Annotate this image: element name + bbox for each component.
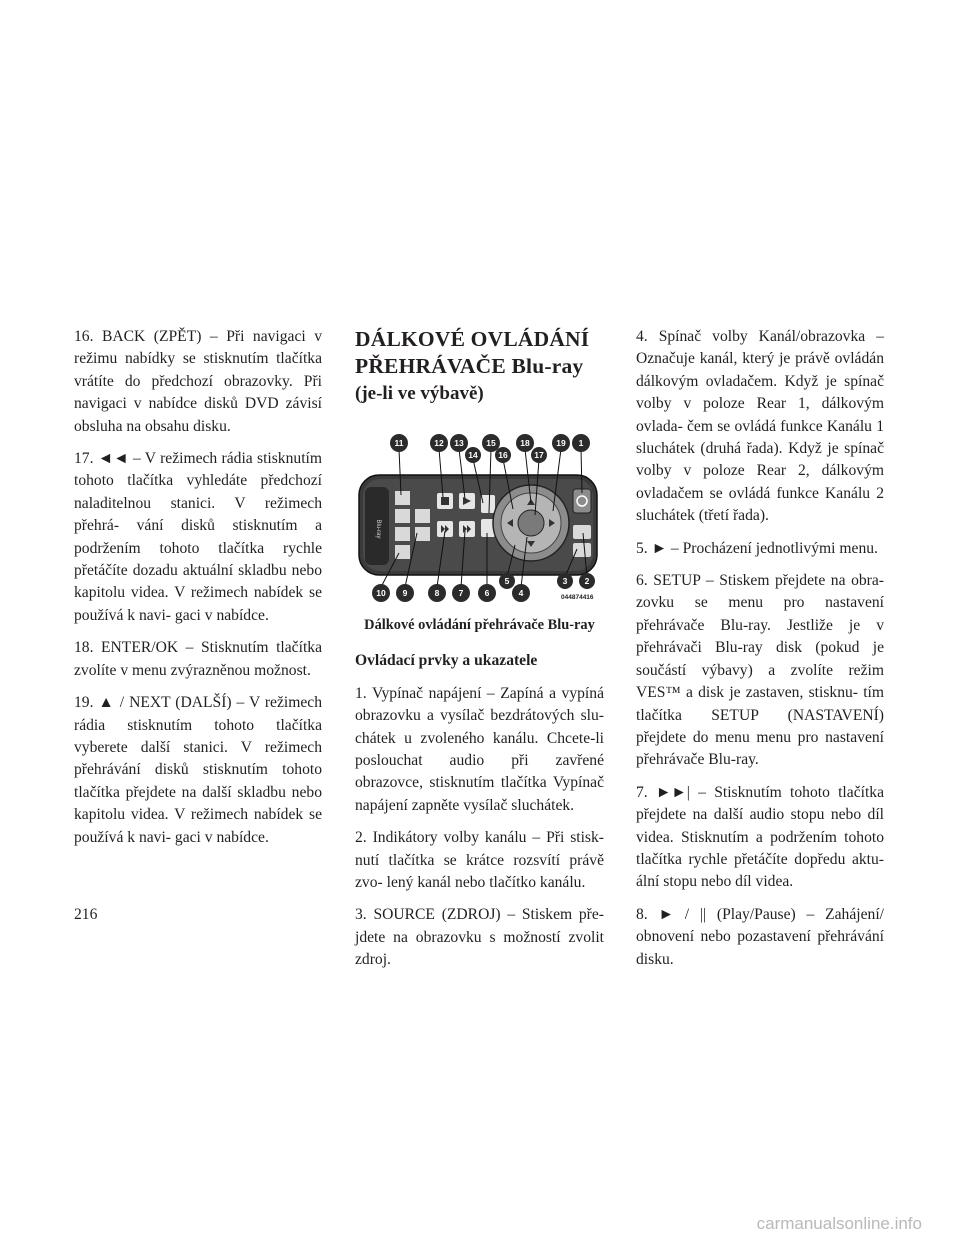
svg-text:14: 14: [468, 450, 478, 460]
svg-text:Blu-ray: Blu-ray: [375, 519, 381, 539]
callout-3: [557, 573, 573, 589]
callout-18: [516, 434, 534, 452]
page-number: 216: [74, 906, 98, 923]
item-18: 18. ENTER/OK – Stisknutím tlačítka zvolíte v menu zvýrazněnou možnost.: [74, 639, 322, 679]
svg-text:2: 2: [584, 576, 590, 586]
callout-4: [512, 584, 530, 602]
svg-text:3: 3: [562, 576, 568, 586]
svg-text:6: 6: [484, 588, 490, 598]
svg-text:18: 18: [520, 438, 530, 448]
callout-9: [396, 584, 414, 602]
svg-text:12: 12: [434, 438, 444, 448]
item-5: 5. ► – Procházení jednotlivými menu.: [636, 539, 878, 557]
right-column: [636, 326, 884, 981]
item-4: 4. Spínač volby Kanál/obrazovka – Označuje kanál, který je právě ovládán dálkovým ovladačem. Když je spínač volby v poloze Rear 1, dálkovým ovlada- čem se ovládá funkce Kanálu 1 sluchátek (druhá řada). Když je spínač volby v poloze Rear 2, dálkovým ovladačem se ovládá funkce Kanálu 2 sluchátek (třetí řada).: [636, 328, 884, 525]
svg-text:13: 13: [454, 438, 464, 448]
svg-text:16: 16: [498, 450, 508, 460]
callout-16: [495, 447, 511, 463]
callout-13: [450, 434, 468, 452]
item-17: 17. ◄◄ – V režimech rádia stisknutím tohoto tlačítka vyhledáte předchozí naladitelnou stanici. V režimech přehrá- vání disků stisknutím a podržením tohoto tlačítka rychle přetáčíte dozadu aktuální skladbu nebo kapitolu videa. V režimech nabídek se používá k navi- gaci v nabídce.: [74, 450, 322, 624]
section-title-line2: PŘEHRÁVAČE Blu-ray: [355, 354, 584, 378]
callout-1: [572, 434, 590, 452]
callout-7: [452, 584, 470, 602]
svg-text:15: 15: [486, 438, 496, 448]
svg-text:17: 17: [534, 450, 544, 460]
svg-text:1: 1: [578, 438, 584, 448]
callout-2: [579, 573, 595, 589]
left-column: [74, 326, 322, 859]
item-8: 8. ► / || (Play/Pause) – Zahájení/ obnovení nebo pozastavení přehrávání disku.: [636, 905, 884, 968]
figure-caption: Dálkové ovládání přehrávače Blu-ray: [364, 617, 595, 633]
callout-11: [390, 434, 408, 452]
section-title-line1: DÁLKOVÉ OVLÁDÁNÍ: [355, 327, 590, 351]
section-title-line3: (je-li ve výbavě): [355, 383, 484, 404]
section-heading: [355, 326, 604, 407]
callout-6: [478, 584, 496, 602]
svg-text:5: 5: [504, 576, 510, 586]
item-16: 16. BACK (ZPĚT) – Při navigaci v režimu nabídky se stisknutím tlačítka vrátíte do předchozí obrazovky. Při navigaci v nabídce disků DVD závisí obsluha na obsahu disku.: [74, 328, 322, 435]
watermark: carmanualsonline.info: [756, 1214, 922, 1233]
item-19: 19. ▲ / NEXT (DALŠÍ) – V režimech rádia stisknutím tohoto tlačítka vyberete další stanici. V režimech přehrávání disků stisknutím tohoto tlačítka přejdete na další skladbu nebo kapitolu videa. V režimech nabídek se používá k navi- gaci v nabídce.: [74, 694, 322, 846]
item-1: 1. Vypínač napájení – Zapíná a vypíná obrazovku a vysílač bezdrátových slu- chátek u zvoleného kanálu. Chcete-li poslouchat audio při zavřené obrazovce, stisknutím tlačítka Vypínač napájení zapněte vysílač sluchátek.: [355, 684, 604, 814]
svg-text:4: 4: [518, 588, 524, 598]
remote-control-figure: [355, 429, 604, 606]
image-code: 044874416: [561, 594, 594, 601]
enter-ok-button: [518, 510, 544, 536]
svg-text:11: 11: [394, 438, 404, 448]
svg-text:9: 9: [402, 588, 408, 598]
controls-subhead: Ovládací prvky a ukazatele: [355, 652, 538, 670]
callout-8: [428, 584, 446, 602]
item-2: 2. Indikátory volby kanálu – Při stisk- nutí tlačítka se krátce rozsvítí právě zvo- lený kanál nebo tlačítko kanálu.: [355, 829, 604, 892]
item-3: 3. SOURCE (ZDROJ) – Stiskem pře- jdete na obrazovku s možností zvolit zdroj.: [355, 906, 604, 969]
callout-19: [552, 434, 570, 452]
remote-control-illustration: [355, 429, 604, 606]
svg-text:7: 7: [458, 588, 464, 598]
callout-10: [372, 584, 390, 602]
item-7: 7. ►►| – Stisknutím tohoto tlačítka přejdete na další audio stopu nebo díl videa. Stisknutím a podržením tohoto tlačítka rychle přetáčíte dopředu aktu- ální stopu nebo díl videa.: [636, 783, 884, 891]
callout-12: [430, 434, 448, 452]
item-6: 6. SETUP – Stiskem přejdete na obra- zovku se menu pro nastavení přehrávače Blu-ray. Jestliže je v přehrávači Blu-ray disk (pokud je součástí výbavy) a zvolíte režim VES™ a disk je zastaven, stisknu- tím tlačítka SETUP (NASTAVENÍ) přejdete do menu menu pro nastavení přehrávače Blu-ray.: [636, 572, 884, 769]
svg-text:10: 10: [376, 588, 386, 598]
middle-column: [355, 326, 604, 982]
svg-text:8: 8: [434, 588, 440, 598]
svg-text:19: 19: [556, 438, 566, 448]
callout-14: [465, 447, 481, 463]
callout-5: [499, 573, 515, 589]
callout-17: [531, 447, 547, 463]
